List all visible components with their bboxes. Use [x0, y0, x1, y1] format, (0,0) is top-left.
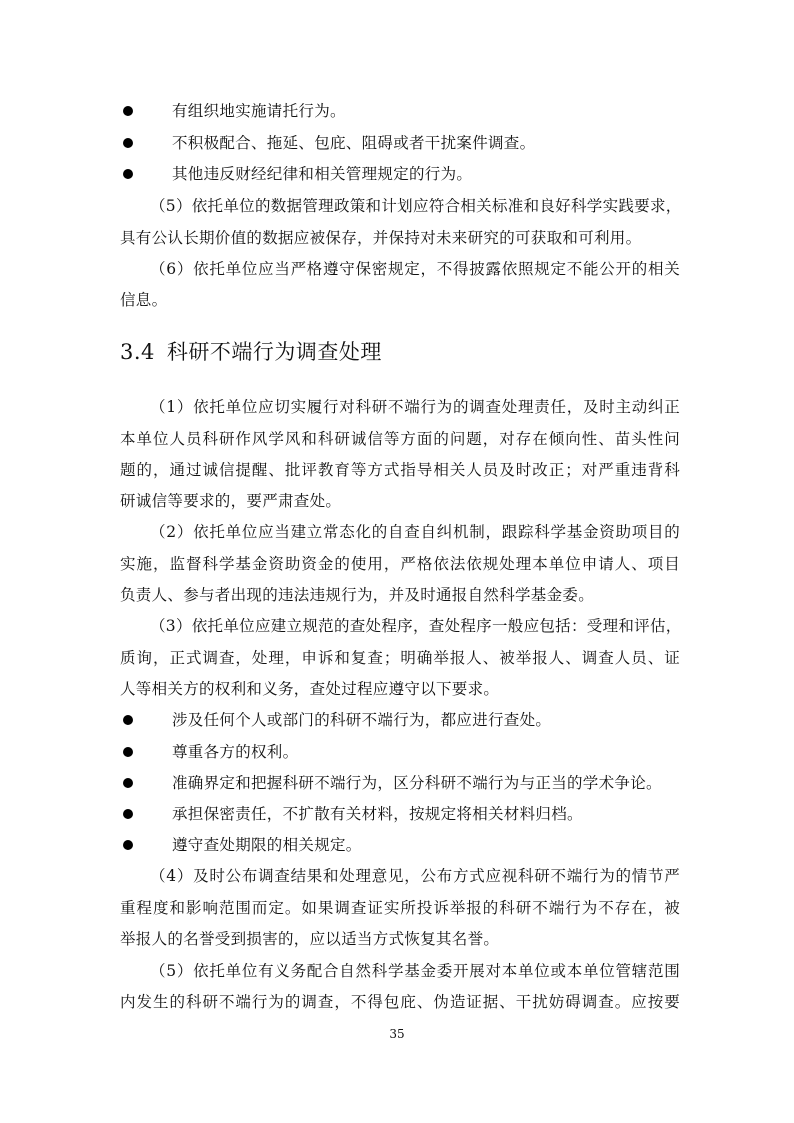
- bullet-item: [150, 133, 536, 153]
- bullet-dot-icon: [123, 778, 133, 788]
- page-number: 35: [389, 1027, 405, 1041]
- bullet-text: 其他违反财经纪律和相关管理规定的行为。: [172, 165, 473, 183]
- bullet-dot-icon: [123, 809, 133, 819]
- bullet-text: 不积极配合、拖延、包庇、阻碍或者干扰案件调查。: [172, 134, 536, 152]
- paragraph-line: 负责人、参与者出现的违法违规行为，并及时通报自然科学基金委。: [120, 586, 595, 604]
- paragraph-line: （3）依托单位应建立规范的查处程序，查处程序一般应包括：受理和评估，: [150, 617, 682, 635]
- paragraph-line: 研诚信等要求的，要严肃查处。: [120, 492, 342, 510]
- bullet-text: 有组织地实施请托行为。: [172, 102, 346, 120]
- paragraph-line: 重程度和影响范围而定。如果调查证实所投诉举报的科研不端行为不存在，被: [120, 899, 680, 917]
- bullet-dot-icon: [123, 747, 133, 757]
- paragraph-line: 人等相关方的权利和义务，查处过程应遵守以下要求。: [120, 680, 500, 698]
- bullet-item: [150, 164, 473, 184]
- paragraph-line: 实施，监督科学基金资助资金的使用，严格依法依规处理本单位申请人、项目: [120, 555, 680, 573]
- bullet-item: [150, 773, 662, 793]
- paragraph-line: 本单位人员科研作风学风和科研诚信等方面的问题，对存在倾向性、苗头性问: [120, 430, 680, 448]
- bullet-item: [150, 835, 362, 855]
- paragraph-line: （2）依托单位应当建立常态化的自查自纠机制，跟踪科学基金资助项目的: [150, 523, 680, 541]
- bullet-text: 准确界定和把握科研不端行为，区分科研不端行为与正当的学术争论。: [172, 774, 662, 792]
- paragraph-line: 具有公认长期价值的数据应被保存，并保持对未来研究的可获取和可利用。: [120, 229, 642, 247]
- bullet-text: 遵守查处期限的相关规定。: [172, 836, 362, 854]
- section-heading: [120, 338, 382, 366]
- paragraph-line: （5）依托单位有义务配合自然科学基金委开展对本单位或本单位管辖范围: [150, 962, 680, 980]
- paragraph-line: （5）依托单位的数据管理政策和计划应符合相关标准和良好科学实践要求，: [150, 197, 682, 215]
- paragraph-line: （4）及时公布调查结果和处理意见，公布方式应视科研不端行为的情节严: [150, 867, 680, 885]
- bullet-item: [150, 742, 299, 762]
- paragraph-line: 内发生的科研不端行为的调查，不得包庇、伪造证据、干扰妨碍调查。应按要: [120, 993, 680, 1011]
- bullet-dot-icon: [123, 169, 133, 179]
- bullet-dot-icon: [123, 840, 133, 850]
- paragraph-line: 质询，正式调查，处理，申诉和复查；明确举报人、被举报人、调查人员、证: [120, 649, 680, 667]
- bullet-dot-icon: [123, 715, 133, 725]
- bullet-text: 尊重各方的权利。: [172, 743, 299, 761]
- bullet-item: [150, 101, 346, 121]
- paragraph-line: 举报人的名誉受到损害的，应以适当方式恢复其名誉。: [120, 930, 500, 948]
- paragraph-line: 题的，通过诚信提醒、批评教育等方式指导相关人员及时改正；对严重违背科: [120, 461, 680, 479]
- bullet-item: [150, 804, 583, 824]
- bullet-dot-icon: [123, 106, 133, 116]
- paragraph-line: （6）依托单位应当严格遵守保密规定，不得披露依照规定不能公开的相关: [150, 260, 680, 278]
- section-number: 3.4: [120, 340, 155, 364]
- section-title: 科研不端行为调查处理: [166, 340, 382, 364]
- paragraph-line: 信息。: [120, 291, 168, 309]
- paragraph-line: （1）依托单位应切实履行对科研不端行为的调查处理责任，及时主动纠正: [150, 398, 680, 416]
- bullet-dot-icon: [123, 138, 133, 148]
- bullet-text: 涉及任何个人或部门的科研不端行为，都应进行查处。: [172, 711, 552, 729]
- bullet-item: [150, 710, 552, 730]
- bullet-text: 承担保密责任，不扩散有关材料，按规定将相关材料归档。: [172, 805, 583, 823]
